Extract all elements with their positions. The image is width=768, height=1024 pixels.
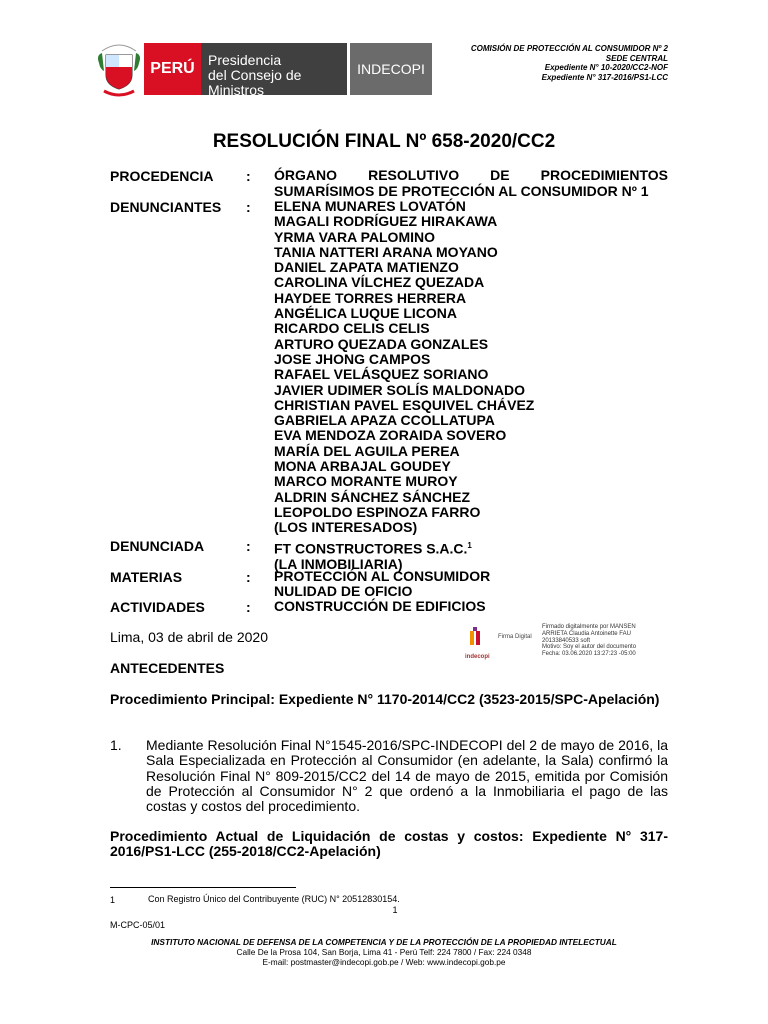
procedencia-label: PROCEDENCIA <box>110 168 214 184</box>
list-item: MARÍA DEL AGUILA PEREA <box>274 442 460 459</box>
page-number: 1 <box>392 905 398 915</box>
signature-line: Fecha: 03.06.2020 13:27:23 -05:00 <box>542 651 636 658</box>
header-logos <box>96 41 432 97</box>
colon: : <box>246 168 251 184</box>
materias-label: MATERIAS <box>110 569 183 585</box>
list-item: CHRISTIAN PAVEL ESQUIVEL CHÁVEZ <box>274 396 535 413</box>
pcm-line-1: Presidencia <box>208 52 282 68</box>
list-item: RAFAEL VELÁSQUEZ SORIANO <box>274 366 489 383</box>
peru-coat-of-arms-icon <box>96 41 142 97</box>
pcm-logo <box>201 43 347 98</box>
signature-details <box>542 624 636 658</box>
footnote-ref: 1 <box>467 541 472 550</box>
signature-line: Motivo: Soy el autor del documento <box>542 644 637 651</box>
procedencia-value-2: SUMARÍSIMOS DE PROTECCIÓN AL CONSUMIDOR Nº 1 <box>274 182 649 199</box>
list-item: LEOPOLDO ESPINOZA FARRO <box>274 503 481 520</box>
signature-line: ARRIETA Claudia Antoinette FAU <box>542 630 631 637</box>
denunciada-label: DENUNCIADA <box>110 538 205 554</box>
signature-line: 20133840533 soft <box>542 637 591 644</box>
expediente-line-2: Expediente N° 317-2016/PS1-LCC <box>541 72 668 82</box>
actividades-value: CONSTRUCCIÓN DE EDIFICIOS <box>274 598 486 614</box>
list-item: MARCO MORANTE MUROY <box>274 473 458 490</box>
footnote-divider <box>110 887 296 888</box>
denunciada-line-1 <box>274 538 668 557</box>
footnote-number: 1 <box>110 895 116 905</box>
list-item: MONA ARBAJAL GOUDEY <box>274 458 451 475</box>
section-heading-antecedentes: ANTECEDENTES <box>110 660 225 676</box>
date-line: Lima, 03 de abril de 2020 <box>110 629 268 645</box>
list-item: MAGALI RODRÍGUEZ HIRAKAWA <box>274 213 498 230</box>
list-item: JAVIER UDIMER SOLÍS MALDONADO <box>274 381 525 398</box>
actividades-label: ACTIVIDADES <box>110 599 205 615</box>
peru-logo-text: PERÚ <box>150 60 195 77</box>
page-footer <box>0 937 768 967</box>
paragraph-1: Mediante Resolución Final N°1545-2016/SPC-INDECOPI del 2 de mayo de 2016, la Sala Especializada en Protección al Consumidor (en adelante, la Sala) confirmó la Resolución Final N° 809-2015/CC2 del 14 de mayo de 2015, emitida por Comisión de Protección al Consumidor N° 2 que ordenó a la Inmobiliaria el pago de las costas y costos del procedimiento. <box>146 737 668 815</box>
materias-line-1: PROTECCIÓN AL CONSUMIDOR <box>274 568 491 584</box>
indecopi-signature-icon <box>462 627 490 655</box>
list-item: ALDRIN SÁNCHEZ SÁNCHEZ <box>274 488 470 505</box>
procedimiento-principal-heading: Procedimiento Principal: Expediente N° 1170-2014/CC2 (3523-2015/SPC-Apelación) <box>110 691 660 707</box>
colon: : <box>246 599 251 615</box>
colon: : <box>246 199 251 215</box>
list-item: YRMA VARA PALOMINO <box>274 228 435 245</box>
list-item: GABRIELA APAZA CCOLLATUPA <box>274 412 495 429</box>
sede-line: SEDE CENTRAL <box>605 53 668 63</box>
list-item: ELENA MUNARES LOVATÓN <box>274 198 466 214</box>
footer-contact: E-mail: postmaster@indecopi.gob.pe / Web: www.indecopi.gob.pe <box>262 957 506 967</box>
denunciantes-label: DENUNCIANTES <box>110 199 222 215</box>
denunciada-line-2: (LA INMOBILIARIA) <box>274 555 403 572</box>
signature-line: Firmado digitalmente por MANSEN <box>542 624 636 630</box>
procedimiento-actual-heading: Procedimiento Actual de Liquidación de costas y costos: Expediente N° 317-2016/PS1-LCC (255-2018/CC2-Apelación) <box>110 828 668 860</box>
list-item: HAYDEE TORRES HERRERA <box>274 289 467 306</box>
peru-logo <box>144 43 201 95</box>
procedencia-value-1: ÓRGANO RESOLUTIVO DE PROCEDIMIENTOS <box>274 167 668 183</box>
denunciantes-list <box>274 199 668 536</box>
list-item: (LOS INTERESADOS) <box>274 519 418 536</box>
colon: : <box>246 538 251 554</box>
materias-value <box>274 569 668 600</box>
footer-institution: INSTITUTO NACIONAL DE DEFENSA DE LA COMPETENCIA Y DE LA PROTECCIÓN DE LA PROPIEDAD INTELECTUAL <box>151 937 617 947</box>
digital-signature <box>462 624 640 664</box>
paragraph-number: 1. <box>110 737 122 753</box>
footer-address: Calle De la Prosa 104, San Borja, Lima 41 - Perú Telf: 224 7800 / Fax: 224 0348 <box>236 947 532 957</box>
list-item: CAROLINA VÍLCHEZ QUEZADA <box>274 274 485 291</box>
list-item: RICARDO CELIS CELIS <box>274 320 430 337</box>
list-item: DANIEL ZAPATA MATIENZO <box>274 259 459 276</box>
commission-line: COMISIÓN DE PROTECCIÓN AL CONSUMIDOR Nº 2 <box>470 44 668 53</box>
list-item: JOSE JHONG CAMPOS <box>274 350 431 367</box>
list-item: EVA MENDOZA ZORAIDA SOVERO <box>274 427 507 444</box>
footnote-text: Con Registro Único del Contribuyente (RUC) N° 20512830154. <box>148 894 400 904</box>
expediente-line-1: Expediente N° 10-2020/CC2-NOF <box>544 63 668 72</box>
indecopi-logo-text: INDECOPI <box>357 61 425 77</box>
list-item: ARTURO QUEZADA GONZALES <box>274 335 489 352</box>
header-case-info <box>471 44 668 82</box>
materias-line-2: NULIDAD DE OFICIO <box>274 583 413 600</box>
colon: : <box>246 569 251 585</box>
signature-org: indecopi <box>465 654 490 660</box>
signature-label: Firma Digital <box>498 634 532 640</box>
indecopi-logo <box>350 43 432 95</box>
denunciada-name: FT CONSTRUCTORES S.A.C. <box>274 540 468 557</box>
page-title: RESOLUCIÓN FINAL Nº 658-2020/CC2 <box>212 131 556 152</box>
list-item: TANIA NATTERI ARANA MOYANO <box>274 243 498 260</box>
list-item: ANGÉLICA LUQUE LICONA <box>274 305 458 322</box>
form-code: M-CPC-05/01 <box>110 920 166 930</box>
pcm-line-2: del Consejo de Ministros <box>208 67 302 98</box>
